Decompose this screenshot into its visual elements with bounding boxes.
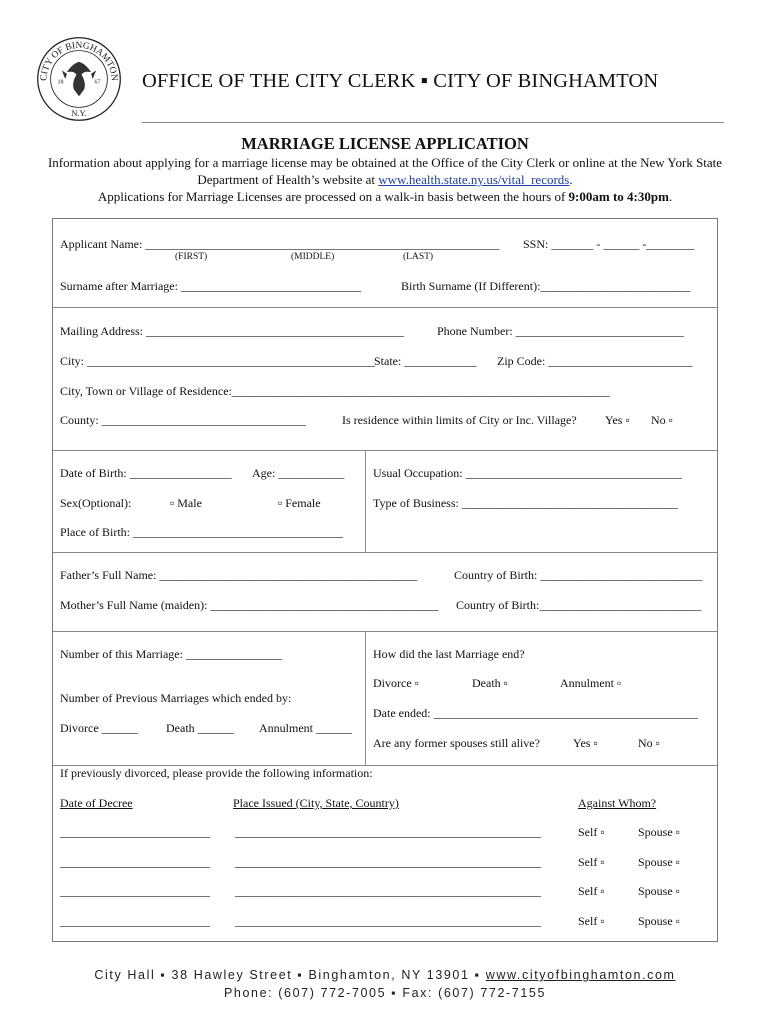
phone-number-field[interactable]: Phone Number: ____________________________ xyxy=(437,324,684,338)
divorce-info-intro: If previously divorced, please provide the following information: xyxy=(60,766,373,780)
header-rule xyxy=(142,122,724,123)
surname-after-marriage-field[interactable]: Surname after Marriage: ______________________________ xyxy=(60,279,361,293)
city-website-link[interactable]: www.cityofbinghamton.com xyxy=(485,968,676,982)
spouses-alive-no-checkbox[interactable]: No ▫ xyxy=(638,736,660,750)
mailing-address-field[interactable]: Mailing Address: ___________________________________________ xyxy=(60,324,404,338)
ended-divorce-checkbox[interactable]: Divorce ▫ xyxy=(373,676,419,690)
column-divider xyxy=(365,450,366,552)
against-whom-header: Against Whom? xyxy=(578,796,657,810)
footer-address-text: City Hall ▪ 38 Hawley Street ▪ Binghamton, NY 13901 ▪ xyxy=(94,968,481,982)
spouses-alive-yes-checkbox[interactable]: Yes ▫ xyxy=(573,736,598,750)
residence-field[interactable]: City, Town or Village of Residence:_______________________________________________________________ xyxy=(60,384,610,398)
state-field[interactable]: State: ____________ xyxy=(374,354,477,368)
seal-right-text: 67 xyxy=(94,79,101,86)
zip-code-field[interactable]: Zip Code: ________________________ xyxy=(497,354,693,368)
ended-annulment-checkbox[interactable]: Annulment ▫ xyxy=(560,676,622,690)
former-spouses-alive-question: Are any former spouses still alive? xyxy=(373,736,540,750)
intro-line-2: Applications for Marriage Licenses are processed on a walk-in basis between the hours of xyxy=(97,189,566,204)
spouse-checkbox[interactable]: Spouse ▫ xyxy=(638,914,680,928)
last-name-caption: (LAST) xyxy=(403,252,434,262)
place-of-birth-field[interactable]: Place of Birth: ___________________________________ xyxy=(60,525,343,539)
decree-date-field[interactable]: _________________________ xyxy=(60,914,210,928)
document-title: MARRIAGE LICENSE APPLICATION xyxy=(241,134,529,153)
place-issued-field[interactable]: ___________________________________________________ xyxy=(235,855,541,869)
date-ended-field[interactable]: Date ended: ____________________________________________ xyxy=(373,706,698,720)
intro-text xyxy=(40,154,730,205)
birth-surname-field[interactable]: Birth Surname (If Different):_________________________ xyxy=(401,279,691,293)
spouse-checkbox[interactable]: Spouse ▫ xyxy=(638,855,680,869)
applicant-name-field[interactable]: Applicant Name: ___________________________________________________________ xyxy=(60,237,500,251)
age-field[interactable]: Age: ___________ xyxy=(252,466,345,480)
ended-death-checkbox[interactable]: Death ▫ xyxy=(472,676,508,690)
divider xyxy=(53,450,717,451)
intro-end: . xyxy=(668,189,673,204)
divider xyxy=(53,307,717,308)
decree-date-field[interactable]: _________________________ xyxy=(60,855,210,869)
county-field[interactable]: County: __________________________________ xyxy=(60,413,306,427)
number-of-marriage-field[interactable]: Number of this Marriage: ________________ xyxy=(60,647,282,661)
intro-period: . xyxy=(569,172,573,187)
within-limits-no-checkbox[interactable]: No ▫ xyxy=(651,413,673,427)
usual-occupation-field[interactable]: Usual Occupation: ____________________________________ xyxy=(373,466,682,480)
city-seal-icon xyxy=(36,36,122,122)
previous-annulment-field[interactable]: Annulment ______ xyxy=(259,721,352,735)
female-checkbox[interactable]: ▫ Female xyxy=(278,496,321,510)
intro-line-1: Information about applying for a marriage license may be obtained at the Office of the City Clerk or online at the New York State Department of Health’s website at xyxy=(47,155,723,187)
previous-divorce-field[interactable]: Divorce ______ xyxy=(60,721,138,735)
office-title: OFFICE OF THE CITY CLERK ▪ CITY OF BINGHAMTON xyxy=(142,70,659,92)
sex-label: Sex(Optional): xyxy=(60,496,132,510)
father-country-field[interactable]: Country of Birth: ___________________________ xyxy=(454,568,703,582)
divider xyxy=(53,631,717,632)
place-issued-field[interactable]: ___________________________________________________ xyxy=(235,914,541,928)
mother-name-field[interactable]: Mother’s Full Name (maiden): ______________________________________ xyxy=(60,598,439,612)
previous-death-field[interactable]: Death ______ xyxy=(166,721,234,735)
male-checkbox[interactable]: ▫ Male xyxy=(170,496,202,510)
footer-address xyxy=(0,968,770,982)
column-divider xyxy=(365,631,366,765)
place-issued-field[interactable]: ___________________________________________________ xyxy=(235,825,541,839)
health-website-link[interactable]: www.health.state.ny.us/vital_records xyxy=(378,172,570,187)
ssn-field[interactable]: SSN: _______ - ______ -________ xyxy=(523,237,695,251)
date-of-birth-field[interactable]: Date of Birth: _________________ xyxy=(60,466,232,480)
seal-bottom-text: N.Y. xyxy=(71,107,87,118)
seal-top-text: CITY OF BINGHAMTON xyxy=(39,41,119,82)
mother-country-field[interactable]: Country of Birth:___________________________ xyxy=(456,598,702,612)
father-name-field[interactable]: Father’s Full Name: ___________________________________________ xyxy=(60,568,418,582)
self-checkbox[interactable]: Self ▫ xyxy=(578,884,605,898)
decree-date-field[interactable]: _________________________ xyxy=(60,884,210,898)
self-checkbox[interactable]: Self ▫ xyxy=(578,855,605,869)
middle-name-caption: (MIDDLE) xyxy=(291,252,335,262)
within-limits-yes-checkbox[interactable]: Yes ▫ xyxy=(605,413,630,427)
spouse-checkbox[interactable]: Spouse ▫ xyxy=(638,825,680,839)
last-marriage-end-question: How did the last Marriage end? xyxy=(373,647,525,661)
self-checkbox[interactable]: Self ▫ xyxy=(578,825,605,839)
office-hours: 9:00am to 4:30pm xyxy=(568,189,669,204)
seal-left-text: 18 xyxy=(57,79,64,86)
city-field[interactable]: City: ________________________________________________ xyxy=(60,354,376,368)
previous-marriages-label: Number of Previous Marriages which ended by: xyxy=(60,691,292,705)
spouse-checkbox[interactable]: Spouse ▫ xyxy=(638,884,680,898)
application-form xyxy=(52,218,718,942)
footer-contact: Phone: (607) 772-7005 ▪ Fax: (607) 772-7155 xyxy=(223,986,546,1000)
first-name-caption: (FIRST) xyxy=(175,252,208,262)
place-issued-field[interactable]: ___________________________________________________ xyxy=(235,884,541,898)
self-checkbox[interactable]: Self ▫ xyxy=(578,914,605,928)
decree-date-field[interactable]: _________________________ xyxy=(60,825,210,839)
date-of-decree-header: Date of Decree xyxy=(60,796,133,810)
divider xyxy=(53,552,717,553)
type-of-business-field[interactable]: Type of Business: ____________________________________ xyxy=(373,496,678,510)
within-limits-question: Is residence within limits of City or Inc. Village? xyxy=(342,413,577,427)
place-issued-header: Place Issued (City, State, Country) xyxy=(233,796,399,810)
